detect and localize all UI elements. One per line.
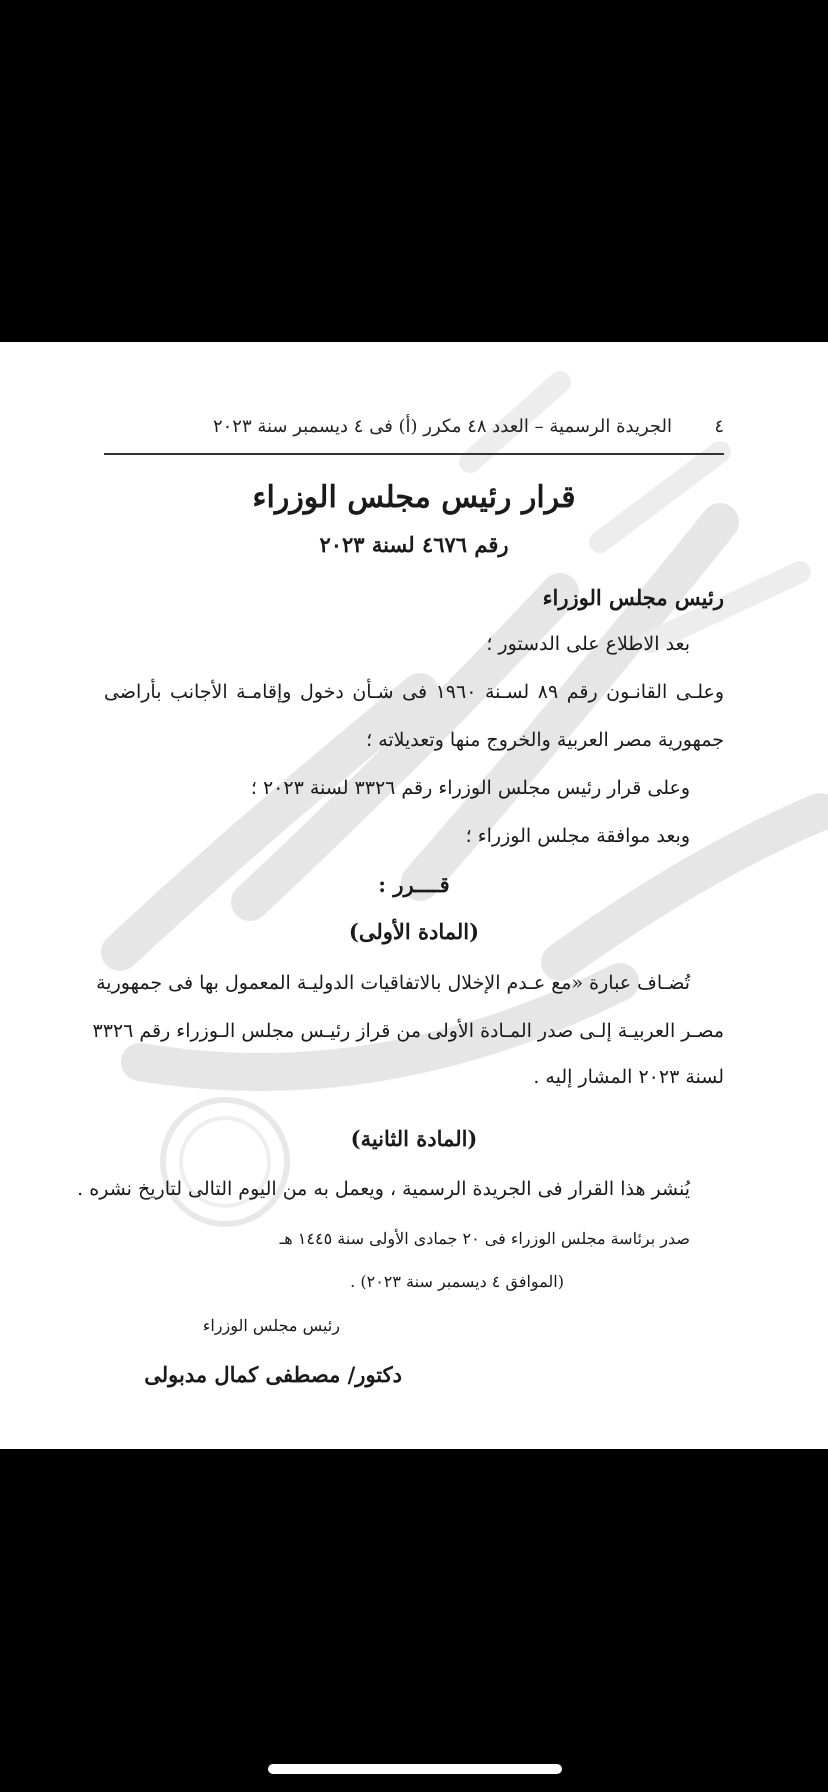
article-2-line: يُنشر هذا القرار فى الجريدة الرسمية ، ويعمل به من اليوم التالى لتاريخ نشره . bbox=[77, 1178, 690, 1200]
decree-number: رقم ٤٦٧٦ لسنة ٢٠٢٣ bbox=[319, 532, 509, 557]
preamble-line: بعد الاطلاع على الدستور ؛ bbox=[486, 633, 690, 655]
preamble-line: وعلـى القانـون رقم ٨٩ لسـنة ١٩٦٠ فى شـأن دخول وإقامـة الأجانب بأراضى bbox=[104, 681, 725, 703]
signature-role: رئيس مجلس الوزراء bbox=[202, 1316, 340, 1335]
decree-issuer: رئيس مجلس الوزراء bbox=[542, 585, 724, 610]
signature-name: دكتور/ مصطفى كمال مدبولى bbox=[144, 1362, 402, 1387]
preamble-line: وعلى قرار رئيس مجلس الوزراء رقم ٣٣٢٦ لسنة ٢٠٢٣ ؛ bbox=[250, 777, 690, 799]
page-number: ٤ bbox=[714, 416, 724, 437]
gazette-issue-line: الجريدة الرسمية – العدد ٤٨ مكرر (أ) فى ٤ ديسمبر سنة ٢٠٢٣ bbox=[212, 416, 672, 437]
header-divider bbox=[104, 453, 724, 455]
issued-line: صدر برئاسة مجلس الوزراء فى ٢٠ جمادى الأولى سنة ١٤٤٥ هـ bbox=[279, 1229, 690, 1248]
document-page bbox=[0, 342, 828, 1449]
preamble-line: وبعد موافقة مجلس الوزراء ؛ bbox=[465, 825, 690, 847]
article-1-line: مصـر العربيـة إلـى صدر المـادة الأولى من قراز رئيـس مجلس الـوزراء رقم ٣٣٢٦ bbox=[92, 1020, 724, 1042]
gazette-header bbox=[104, 416, 724, 446]
article-1-line: تُضـاف عبارة «مع عـدم الإخلال بالاتفاقيات الدوليـة المعمول بها فى جمهورية bbox=[96, 972, 690, 994]
decree-title: قرار رئيس مجلس الوزراء bbox=[252, 480, 576, 515]
preamble-line: جمهورية مصر العربية والخروج منها وتعديلاته ؛ bbox=[366, 729, 724, 751]
home-indicator[interactable] bbox=[268, 1764, 562, 1774]
corresponding-date: (الموافق ٤ ديسمبر سنة ٢٠٢٣) . bbox=[350, 1272, 564, 1291]
article-1-title: (المادة الأولى) bbox=[348, 919, 480, 944]
article-2-title: (المادة الثانية) bbox=[350, 1126, 478, 1151]
article-1-line: لسنة ٢٠٢٣ المشار إليه . bbox=[533, 1066, 724, 1088]
decided-heading: قــــرر : bbox=[378, 872, 450, 897]
